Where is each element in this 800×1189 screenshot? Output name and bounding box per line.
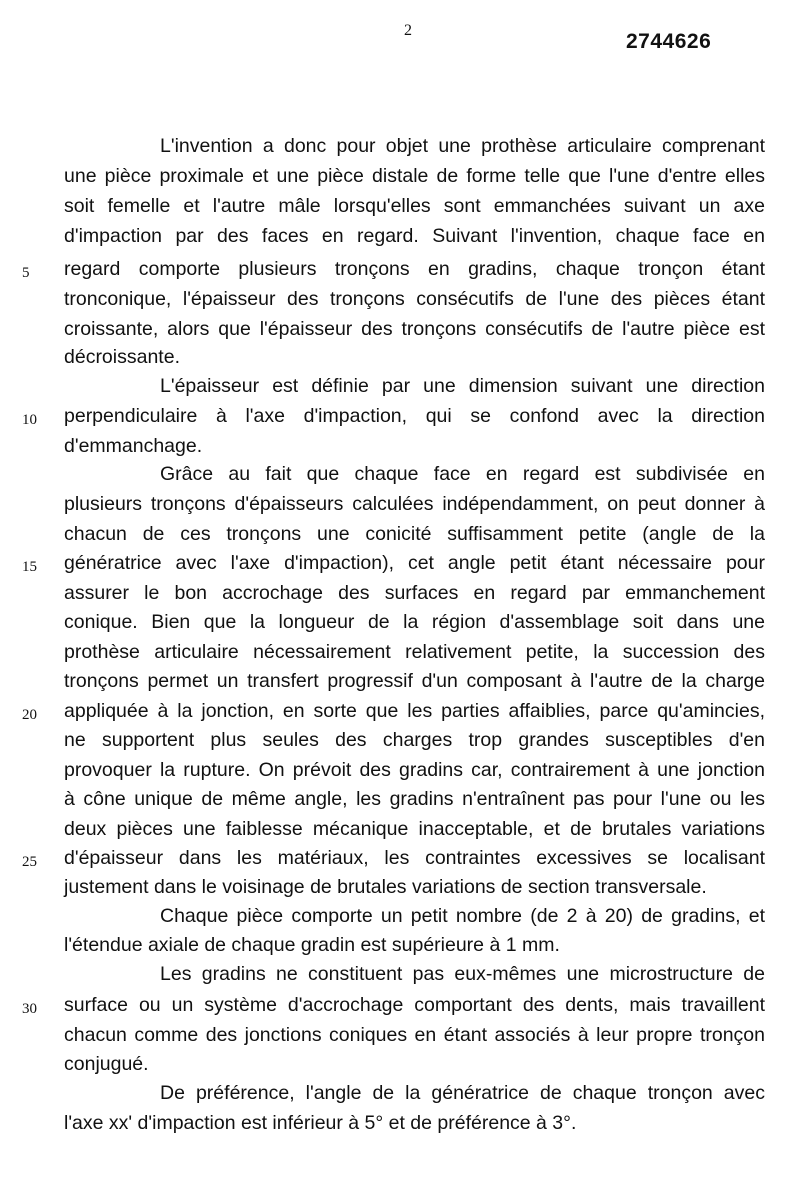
text-line: chacun comme des jonctions coniques en étant associés à leur propre tronçon [64,1024,765,1046]
text-line: plusieurs tronçons d'épaisseurs calculées indépendamment, on peut donner à [64,493,765,515]
text-line: croissante, alors que l'épaisseur des tronçons consécutifs de l'autre pièce est [64,318,765,340]
text-line: soit femelle et l'autre mâle lorsqu'elles sont emmanchées suivant un axe [64,195,765,217]
text-line: l'axe xx' d'impaction est inférieur à 5° et de préférence à 3°. [64,1112,577,1134]
text-line: surface ou un système d'accrochage comportant des dents, mais travaillent [64,994,765,1016]
line-number: 15 [22,559,37,575]
line-number: 10 [22,412,37,428]
text-line: d'emmanchage. [64,435,203,457]
text-line: tronçons permet un transfert progressif d'un composant à l'autre de la charge [64,670,765,692]
text-line: tronconique, l'épaisseur des tronçons consécutifs de l'une des pièces étant [64,288,765,310]
text-line: ne supportent plus seules des charges trop grandes susceptibles d'en [64,729,765,751]
document-number: 2744626 [626,30,712,53]
text-line: d'épaisseur dans les matériaux, les contraintes excessives se localisant [64,847,765,869]
text-line: perpendiculaire à l'axe d'impaction, qui se confond avec la direction [64,405,765,427]
line-number: 25 [22,854,37,870]
text-line: décroissante. [64,346,180,368]
text-line: L'épaisseur est définie par une dimension suivant une direction [160,375,765,397]
line-number: 5 [22,265,30,281]
text-line: De préférence, l'angle de la génératrice de chaque tronçon avec [160,1082,765,1104]
text-line: Les gradins ne constituent pas eux-mêmes une microstructure de [160,963,765,985]
text-line: regard comporte plusieurs tronçons en gradins, chaque tronçon étant [64,258,765,280]
text-line: L'invention a donc pour objet une prothèse articulaire comprenant [160,135,765,157]
text-line: conique. Bien que la longueur de la région d'assemblage soit dans une [64,611,765,633]
text-line: appliquée à la jonction, en sorte que les parties affaiblies, parce qu'amincies, [64,700,765,722]
text-line: génératrice avec l'axe d'impaction), cet angle petit étant nécessaire pour [64,552,765,574]
text-line: assurer le bon accrochage des surfaces en regard par emmanchement [64,582,765,604]
text-line: provoquer la rupture. On prévoit des gradins car, contrairement à une jonction [64,759,765,781]
text-line: Grâce au fait que chaque face en regard est subdivisée en [160,463,765,485]
text-line: chacun de ces tronçons une conicité suffisamment petite (angle de la [64,523,765,545]
page-number: 2 [404,22,412,39]
text-line: justement dans le voisinage de brutales variations de section transversale. [64,876,707,898]
text-line: l'étendue axiale de chaque gradin est supérieure à 1 mm. [64,934,560,956]
line-number: 20 [22,707,37,723]
text-line: d'impaction par des faces en regard. Suivant l'invention, chaque face en [64,225,765,247]
text-line: une pièce proximale et une pièce distale de forme telle que l'une d'entre elles [64,165,765,187]
text-line: conjugué. [64,1053,149,1075]
text-line: Chaque pièce comporte un petit nombre (de 2 à 20) de gradins, et [160,905,765,927]
line-number: 30 [22,1001,37,1017]
text-line: deux pièces une faiblesse mécanique inacceptable, et de brutales variations [64,818,765,840]
text-line: à cône unique de même angle, les gradins n'entraînent pas pour l'une ou les [64,788,765,810]
text-line: prothèse articulaire nécessairement relativement petite, la succession des [64,641,765,663]
